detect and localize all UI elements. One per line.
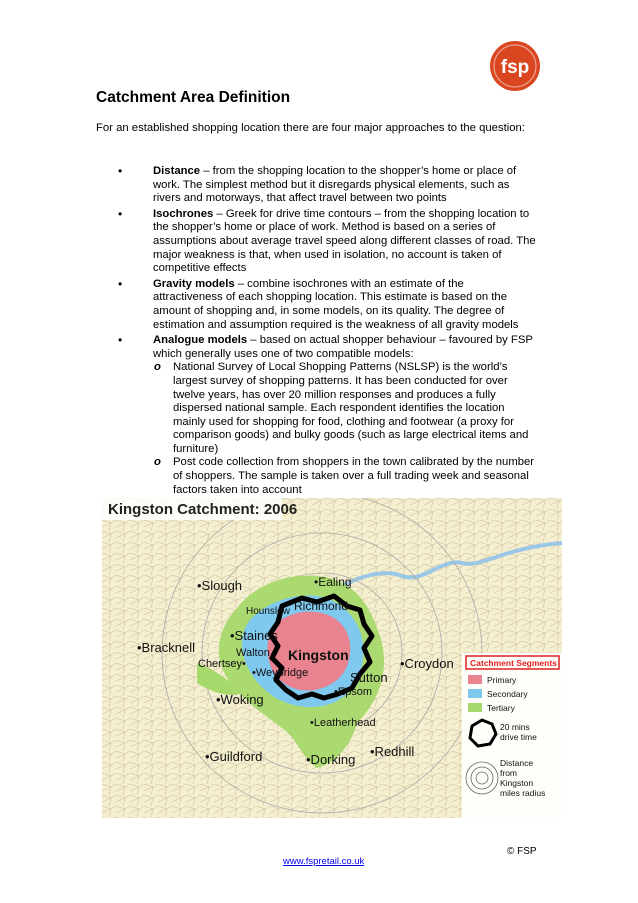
approach-text: – combine isochrones with an estimate of the attractiveness of each shopping location. This estimate is based on the amount of shopping and, in some models, on its quality. The degree of estimation and assumption required is the weakness of all gravity models (153, 277, 519, 331)
bullet-icon: • (118, 333, 123, 348)
town-label: •Weybridge (252, 667, 309, 679)
page-title: Catchment Area Definition (96, 89, 291, 106)
town-label: •Leatherhead (310, 717, 376, 729)
town-label: Walton (236, 647, 270, 659)
website-link[interactable]: www.fspretail.co.uk (283, 856, 365, 867)
legend-swatch-secondary (468, 689, 482, 698)
list-item (96, 165, 536, 206)
sub-item-text: National Survey of Local Shopping Patterns (NSLSP) is the world’s largest survey of shopping patterns. It has been conducted for over twelve years, has over 20 million responses and produces a fully dispersed national sample. Each respondent identifies the location mainly used for shopping for food, clothing and footwear (a proxy for comparison goods) and bulky goods (such as large electrical items and furniture) (173, 361, 529, 455)
bullet-icon: • (118, 206, 123, 221)
town-label: •Redhill (370, 744, 415, 759)
legend-label: Tertiary (487, 703, 515, 713)
list-item (96, 278, 536, 332)
bullet-icon: • (118, 276, 123, 291)
intro-paragraph: For an established shopping location there are four major approaches to the question: (96, 122, 525, 134)
town-label: Kingston (288, 647, 349, 663)
town-label: •Guildford (205, 749, 263, 764)
approach-name: Isochrones (153, 207, 214, 220)
sub-item-text: Post code collection from shoppers in the town calibrated by the number of shoppers. The sample is taken over a full trading week and seasonal factors taken into account (173, 456, 535, 496)
map-legend (462, 653, 562, 818)
approach-text: – Greek for drive time contours – from the shopping location to the shopper’s home or place of work. Method is based on a series of assumptions about average travel speed along different classes of road. The major weakness is that, when used in isolation, no account is taken of competitive effects (153, 207, 536, 275)
approach-name: Analogue models (153, 334, 248, 347)
legend-swatch-tertiary (468, 703, 482, 712)
fsp-logo (489, 40, 541, 92)
town-label: •Bracknell (137, 640, 196, 655)
legend-drive-time: 20 mins drive time (500, 722, 537, 742)
town-label: •Woking (216, 692, 264, 707)
town-label: Chertsey• (198, 658, 246, 670)
approach-name: Gravity models (153, 277, 235, 290)
sub-list-item (153, 361, 536, 456)
approach-text: – from the shopping location to the shopper’s home or place of work. The simplest method but it disregards physical elements, such as rivers and motorways, that affect travel between two points (153, 165, 517, 205)
sub-list-item (153, 456, 536, 497)
logo-text: fsp (500, 57, 530, 78)
town-label: •Slough (197, 578, 243, 593)
legend-title: Catchment Segments (470, 658, 557, 668)
sub-bullet-icon: o (154, 361, 161, 374)
approach-name: Distance (153, 165, 201, 177)
bullet-icon: • (118, 164, 123, 178)
map-title: Kingston Catchment: 2006 (108, 501, 298, 518)
catchment-map (102, 498, 562, 818)
approach-text: – based on actual shopper behaviour – favoured by FSP which generally uses one of two compatible models: (153, 334, 533, 360)
list-item (96, 334, 536, 497)
list-item (96, 208, 536, 276)
town-label: Hounslow (246, 606, 290, 617)
approaches-list (96, 165, 536, 499)
town-label: Sutton (350, 670, 388, 685)
town-label: •Croydon (400, 656, 454, 671)
town-label: •Staines (230, 628, 278, 643)
town-label: •Epsom (334, 686, 373, 698)
copyright: © FSP (507, 846, 537, 857)
legend-label: Primary (487, 675, 517, 685)
town-label: •Dorking (306, 752, 356, 767)
sub-bullet-icon: o (154, 456, 161, 469)
legend-distance: Distance from Kingston miles radius (500, 758, 546, 798)
town-label: Richmond (294, 599, 349, 613)
legend-label: Secondary (487, 689, 528, 699)
legend-swatch-primary (468, 675, 482, 684)
town-label: •Ealing (314, 575, 352, 589)
sub-list (153, 361, 536, 497)
